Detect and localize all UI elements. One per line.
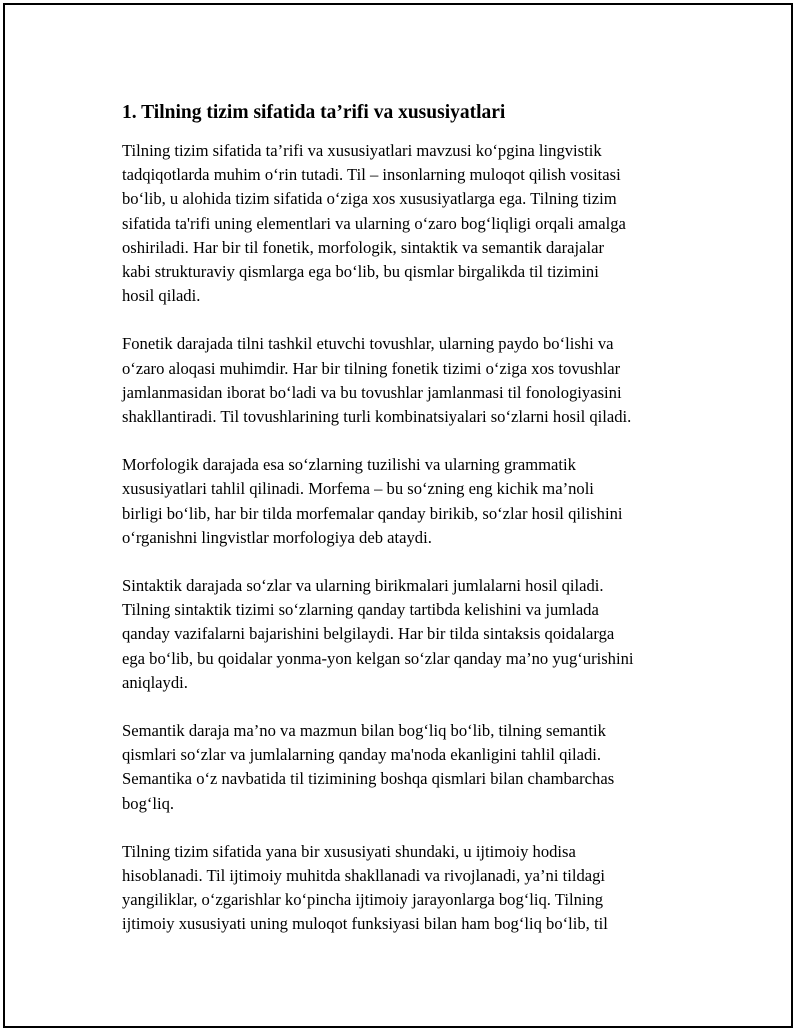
text-line: sifatida ta'rifi uning elementlari va ularning o‘zaro bog‘liqligi orqali amalga bbox=[122, 213, 626, 233]
text-line: hisoblanadi. Til ijtimoiy muhitda shakllanadi va rivojlanadi, ya’ni tildagi bbox=[122, 866, 606, 886]
text-line: jamlanmasidan iborat bo‘ladi va bu tovushlar jamlanmasi til fonologiyasini bbox=[122, 382, 622, 402]
text-line: Tilning tizim sifatida yana bir xususiyati shundaki, u ijtimoiy hodisa bbox=[122, 841, 576, 861]
text-line: Tilning tizim sifatida ta’rifi va xususiyatlari mavzusi ko‘pgina lingvistik bbox=[122, 141, 602, 160]
paragraph-3 bbox=[122, 453, 702, 550]
text-line: aniqlaydi. bbox=[122, 672, 188, 692]
paragraph-4 bbox=[122, 574, 702, 695]
text-line: Sintaktik darajada so‘zlar va ularning birikmalari jumlalarni hosil qiladi. bbox=[122, 576, 604, 596]
text-line: yangiliklar, o‘zgarishlar ko‘pincha ijtimoiy jarayonlarga bog‘liq. Tilning bbox=[122, 890, 604, 910]
text-line: ijtimoiy xususiyati uning muloqot funksiyasi bilan ham bog‘liq bo‘lib, til bbox=[122, 914, 608, 934]
text-line: shakllantiradi. Til tovushlarining turli kombinatsiyalari so‘zlarni hosil qiladi. bbox=[122, 407, 632, 427]
text-line: qanday vazifalarni bajarishini belgilaydi. Har bir tilda sintaksis qoidalarga bbox=[122, 624, 615, 644]
text-line: bog‘liq. bbox=[122, 793, 175, 813]
text-line: Morfologik darajada esa so‘zlarning tuzilishi va ularning grammatik bbox=[122, 455, 576, 475]
text-line: Fonetik darajada tilni tashkil etuvchi tovushlar, ularning paydo bo‘lishi va bbox=[122, 334, 614, 354]
paragraph-2 bbox=[122, 332, 702, 429]
text-line: o‘rganishni lingvistlar morfologiya deb ataydi. bbox=[122, 527, 432, 547]
text-line: kabi strukturaviy qismlarga ega bo‘lib, bu qismlar birgalikda til tizimini bbox=[122, 262, 599, 282]
text-line: oshiriladi. Har bir til fonetik, morfologik, sintaktik va semantik darajalar bbox=[122, 237, 605, 257]
text-line: qismlari so‘zlar va jumlalarning qanday ma'noda ekanligini tahlil qiladi. bbox=[122, 745, 602, 765]
text-line: Semantik daraja ma’no va mazmun bilan bog‘liq bo‘lib, tilning semantik bbox=[122, 721, 606, 741]
paragraph-6 bbox=[122, 840, 702, 937]
section-heading: 1. Tilning tizim sifatida ta’rifi va xususiyatlari bbox=[122, 102, 506, 123]
paragraph-5 bbox=[122, 719, 702, 816]
page-frame bbox=[3, 3, 793, 1028]
document-body bbox=[122, 101, 702, 961]
text-line: o‘zaro aloqasi muhimdir. Har bir tilning fonetik tizimi o‘ziga xos tovushlar bbox=[122, 358, 621, 378]
paragraphs-container bbox=[122, 139, 702, 937]
paragraph-1 bbox=[122, 139, 702, 308]
text-line: birligi bo‘lib, har bir tilda morfemalar qanday birikib, so‘zlar hosil qilishini bbox=[122, 503, 623, 523]
text-line: Semantika o‘z navbatida til tizimining boshqa qismlari bilan chambarchas bbox=[122, 769, 615, 789]
text-line: xususiyatlari tahlil qilinadi. Morfema – bu so‘zning eng kichik ma’noli bbox=[122, 479, 594, 499]
text-line: ega bo‘lib, bu qoidalar yonma-yon kelgan so‘zlar qanday ma’no yug‘urishini bbox=[122, 648, 634, 668]
text-line: tadqiqotlarda muhim o‘rin tutadi. Til – insonlarning muloqot qilish vositasi bbox=[122, 165, 621, 185]
text-line: Tilning sintaktik tizimi so‘zlarning qanday tartibda kelishini va jumlada bbox=[122, 600, 599, 620]
text-line: hosil qiladi. bbox=[122, 286, 201, 306]
text-line: bo‘lib, u alohida tizim sifatida o‘ziga xos xususiyatlarga ega. Tilning tizim bbox=[122, 189, 617, 209]
